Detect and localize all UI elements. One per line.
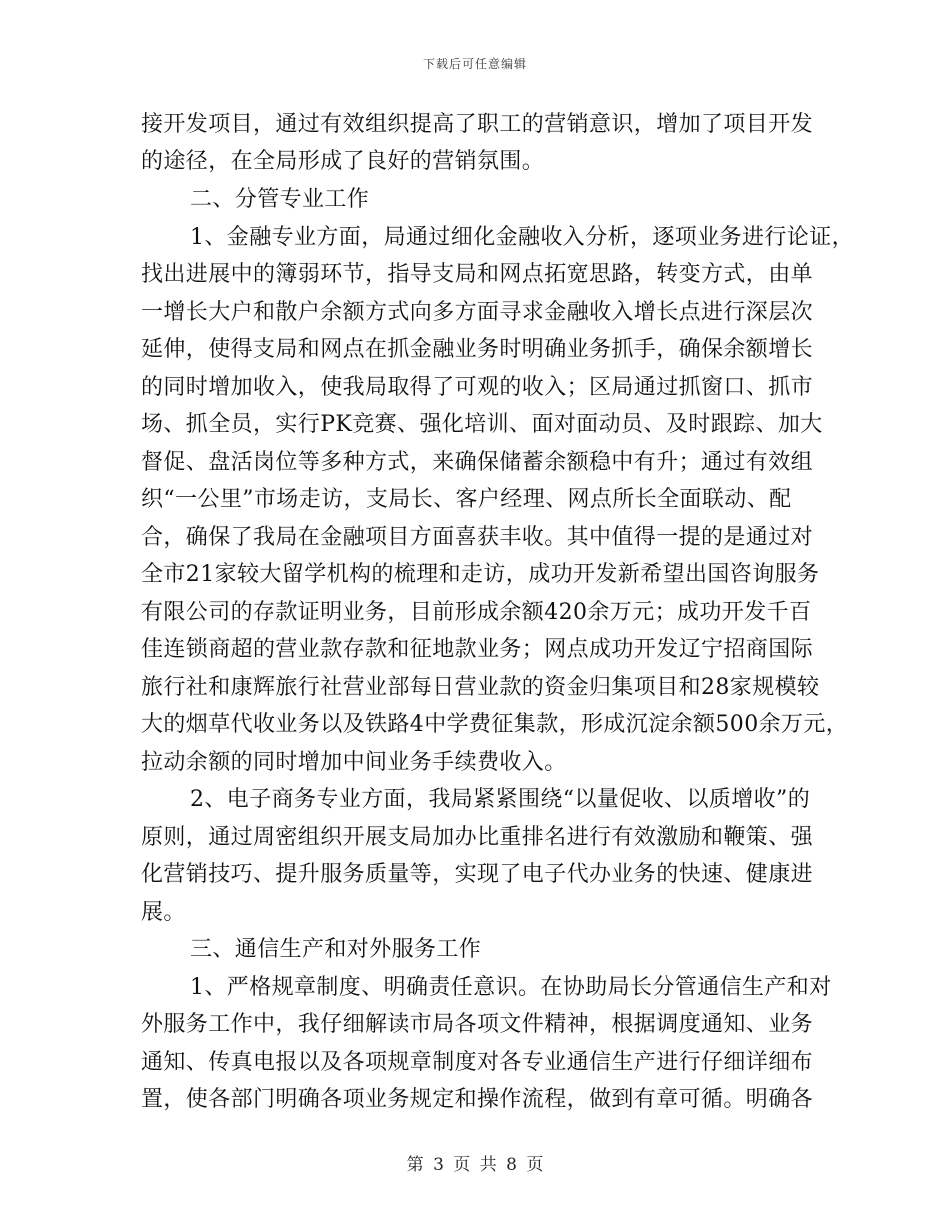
body-line: 展。 [141,900,186,925]
body-line: 场、抓全员，实行PK竞赛、强化培训、面对面动员、及时跟踪、加大 [141,412,823,437]
body-line: 接开发项目，通过有效组织提高了职工的营销意识，增加了项目开发 [141,112,814,137]
body-line: 1、金融专业方面，局通过细化金融收入分析，逐项业务进行论证， [190,225,854,250]
body-line: 织“一公里”市场走访，支局长、客户经理、网点所长全面联动、配 [141,487,792,512]
body-line: 化营销技巧、提升服务质量等，实现了电子代办业务的快速、健康进 [141,862,814,887]
body-line: 的同时增加收入，使我局取得了可观的收入；区局通过抓窗口、抓市 [141,375,814,400]
body-line: 的途径，在全局形成了良好的营销氛围。 [141,149,545,174]
body-line: 置，使各部门明确各项业务规定和操作流程，做到有章可循。明确各 [141,1087,814,1112]
body-line: 原则，通过周密组织开展支局加办比重排名进行有效激励和鞭策、强 [141,825,814,850]
section-heading: 三、通信生产和对外服务工作 [190,937,482,962]
body-line: 拉动余额的同时增加中间业务手续费收入。 [141,750,567,775]
body-line: 有限公司的存款证明业务，目前形成余额420余万元；成功开发千百 [141,600,812,625]
body-line: 外服务工作中，我仔细解读市局各项文件精神，根据调度通知、业务 [141,1012,814,1037]
page-number: 第 3 页 共 8 页 [406,1155,544,1175]
body-line: 一增长大户和散户余额方式向多方面寻求金融收入增长点进行深层次 [141,300,814,325]
body-line: 督促、盘活岗位等多种方式，来确保储蓄余额稳中有升；通过有效组 [141,450,814,475]
body-line: 找出进展中的簿弱环节，指导支局和网点拓宽思路，转变方式，由单 [141,262,814,287]
body-line: 通知、传真电报以及各项规章制度对各专业通信生产进行仔细详细布 [141,1050,814,1075]
body-line: 大的烟草代收业务以及铁路4中学费征集款，形成沉淀余额500余万元， [141,712,849,737]
body-line: 延伸，使得支局和网点在抓金融业务时明确业务抓手，确保余额增长 [141,337,814,362]
body-line: 全市21家较大留学机构的梳理和走访，成功开发新希望出国咨询服务 [141,562,820,587]
body-line: 佳连锁商超的营业款存款和征地款业务；网点成功开发辽宁招商国际 [141,637,814,662]
body-line: 2、电子商务专业方面，我局紧紧围绕“以量促收、以质增收”的 [190,787,811,812]
body-line: 合，确保了我局在金融项目方面喜获丰收。其中值得一提的是通过对 [141,525,814,550]
page-header: 下载后可任意编辑 [422,57,527,71]
body-line: 1、严格规章制度、明确责任意识。在协助局长分管通信生产和对 [190,975,832,1000]
section-heading: 二、分管专业工作 [190,187,370,212]
body-line: 旅行社和康辉旅行社营业部每日营业款的资金归集项目和28家规模较 [141,675,820,700]
